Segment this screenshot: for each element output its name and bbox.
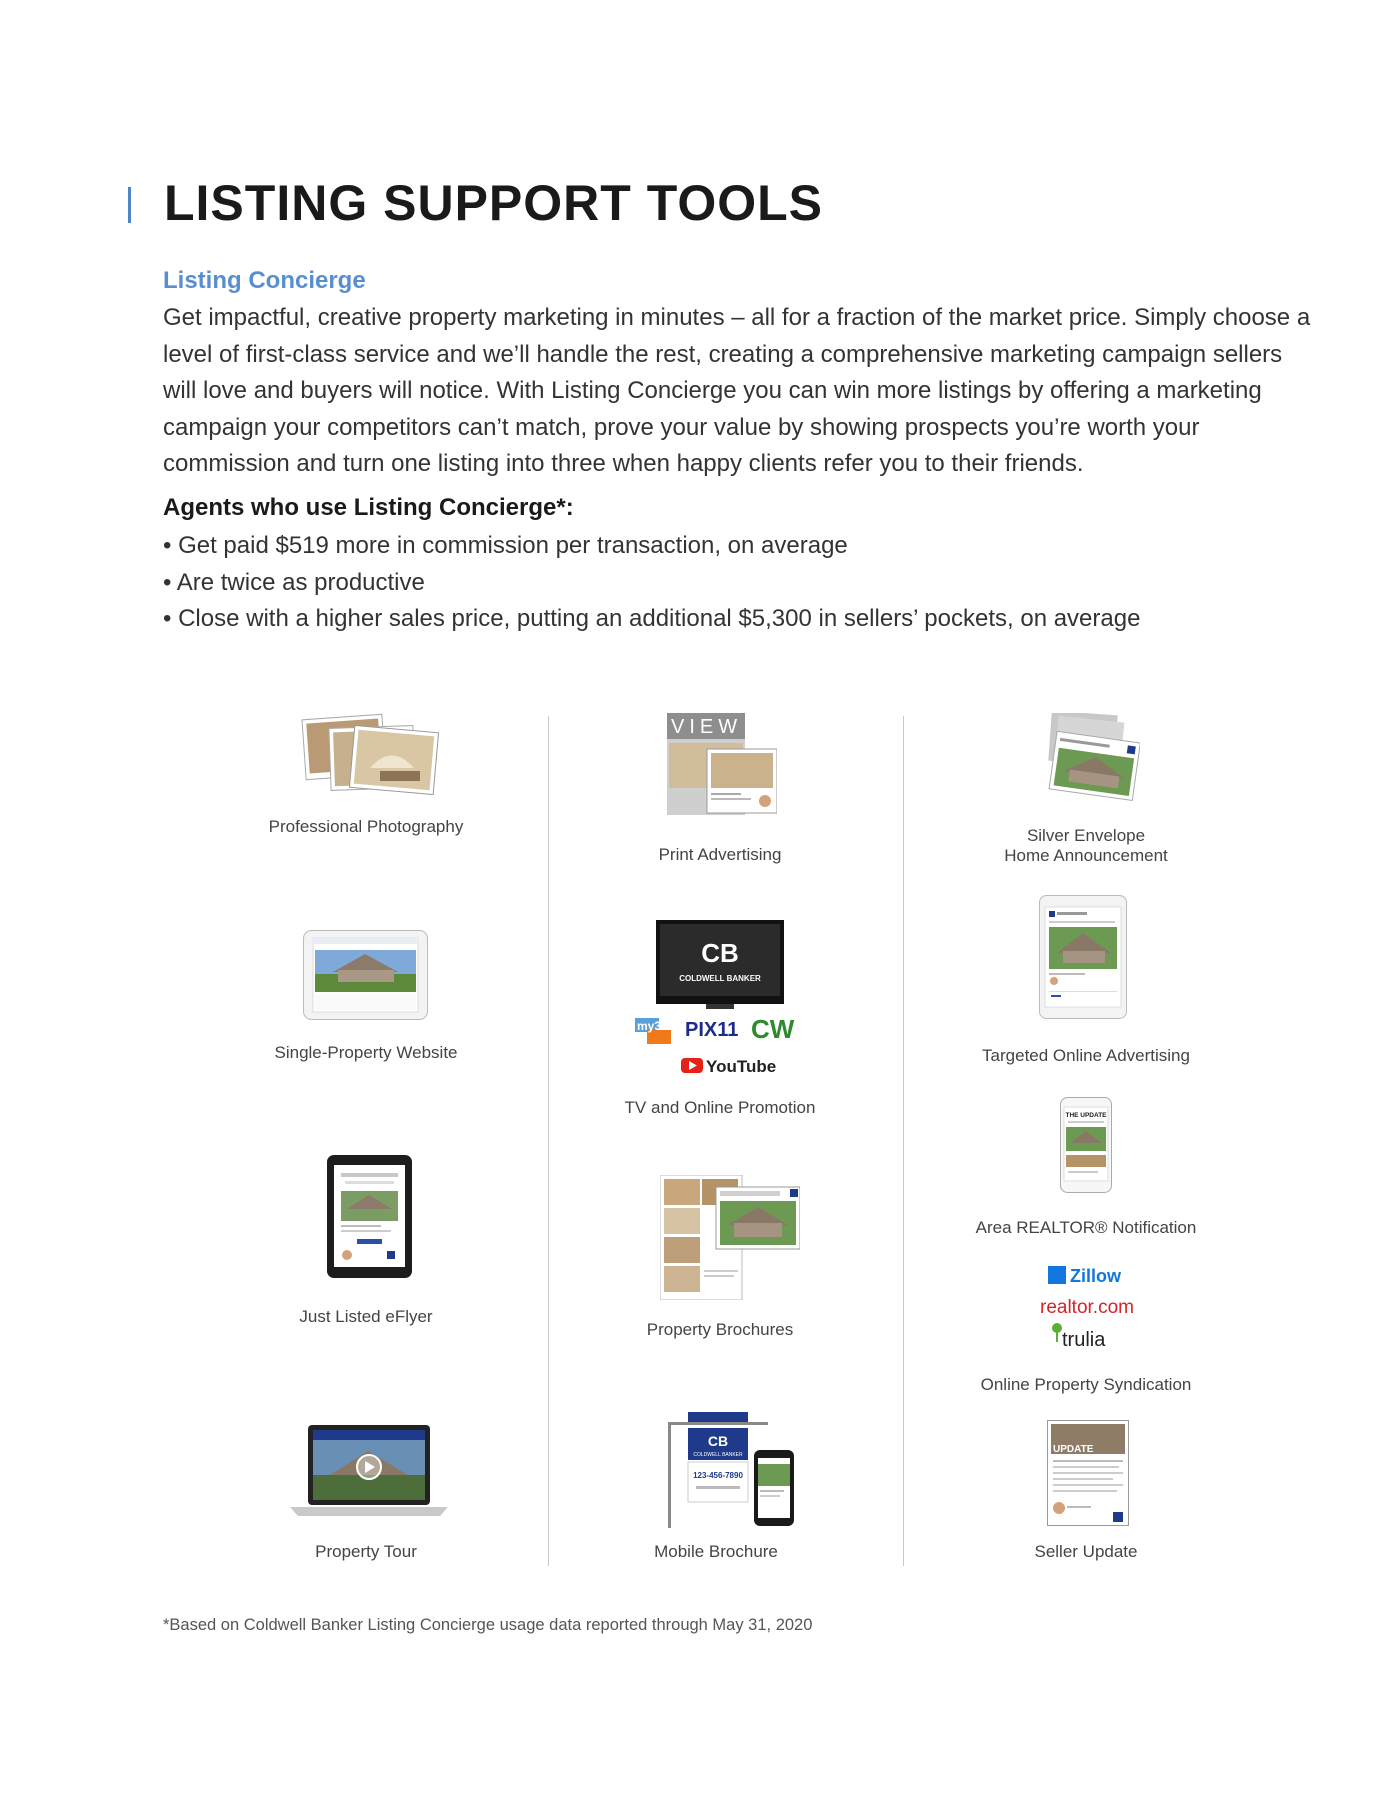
benefits-list — [163, 528, 1140, 638]
tool-label: Property Brochures — [646, 1320, 794, 1339]
silver-envelope-image — [1040, 713, 1140, 803]
tablet-eflyer-image — [327, 1155, 412, 1278]
seller-update-doc-image — [1047, 1420, 1129, 1526]
trulia-text: trulia — [1062, 1329, 1106, 1351]
realtor-text: realtor.com — [1040, 1297, 1134, 1318]
column-divider-left — [548, 716, 549, 1566]
tablet-ad-image — [1039, 895, 1127, 1019]
footnote: *Based on Coldwell Banker Listing Concierge usage data reported through May 31, 2020 — [163, 1616, 813, 1634]
seller-update-title-text: UPDATE — [1053, 1444, 1094, 1455]
agents-heading: Agents who use Listing Concierge*: — [163, 494, 574, 521]
tool-label: Property Tour — [315, 1542, 417, 1561]
title-accent-bar — [128, 187, 131, 223]
tool-label: Print Advertising — [658, 845, 782, 864]
column-divider-right — [903, 716, 904, 1566]
laptop-tour-image — [290, 1425, 448, 1517]
list-item: • Are twice as productive — [163, 565, 1140, 602]
sign-phone-text: 123-456-7890 — [693, 1471, 743, 1480]
channel-pix-text: PIX11 — [685, 1019, 739, 1041]
syndication-logos-image — [1030, 1262, 1150, 1358]
phone-update-image — [1060, 1097, 1112, 1193]
zillow-text: Zillow — [1070, 1266, 1121, 1286]
tool-label: Just Listed eFlyer — [299, 1307, 433, 1326]
update-title-text: THE UPDATE — [1065, 1112, 1107, 1119]
tv-brand-text: COLDWELL BANKER — [679, 974, 761, 983]
yard-sign-phone-image — [660, 1408, 795, 1528]
page-title: LISTING SUPPORT TOOLS — [164, 175, 824, 231]
tool-label: Seller Update — [1034, 1542, 1138, 1561]
photo-prints-image — [300, 713, 440, 795]
tool-label: Professional Photography — [268, 817, 464, 836]
section-heading: Listing Concierge — [163, 267, 366, 294]
tool-label: Targeted Online Advertising — [982, 1046, 1190, 1065]
magazine-title-text: VIEW — [671, 716, 743, 738]
sign-logo-text: CB — [707, 1433, 729, 1449]
tool-label: TV and Online Promotion — [624, 1098, 816, 1117]
magazine-ad-image — [667, 713, 777, 815]
tablet-website-image — [303, 930, 428, 1020]
list-item: • Get paid $519 more in commission per transaction, on average — [163, 528, 1140, 565]
tv-image — [656, 920, 784, 1010]
tool-label: Single-Property Website — [274, 1043, 458, 1062]
tool-label: Silver Envelope Home Announcement — [1004, 826, 1168, 865]
list-item: • Close with a higher sales price, putting an additional $5,300 in sellers’ pockets, on average — [163, 601, 1140, 638]
youtube-text: YouTube — [706, 1057, 777, 1076]
tool-label: Mobile Brochure — [654, 1542, 778, 1561]
channel-logos-image — [633, 1014, 813, 1078]
tool-label: Area REALTOR® Notification — [975, 1218, 1197, 1237]
tv-logo-text: CB — [701, 938, 739, 968]
intro-paragraph: Get impactful, creative property marketing in minutes – all for a fraction of the market price. Simply choose a level of first-class service and we’ll handle the rest, creating a comprehensive marketing campaign sellers will love and buyers will notice. With Listing Concierge you can win more listings by offering a marketing campaign your competitors can’t match, prove your value by showing prospects you’re worth your commission and turn one listing into three when happy clients refer you to their friends. — [163, 304, 1311, 477]
tool-label: Online Property Syndication — [980, 1375, 1192, 1394]
sign-brand-text: COLDWELL BANKER — [693, 1452, 743, 1458]
channel-cw-text: CW — [751, 1014, 795, 1044]
brochures-image — [660, 1175, 800, 1300]
channel-my38-text: my38 — [637, 1019, 668, 1033]
